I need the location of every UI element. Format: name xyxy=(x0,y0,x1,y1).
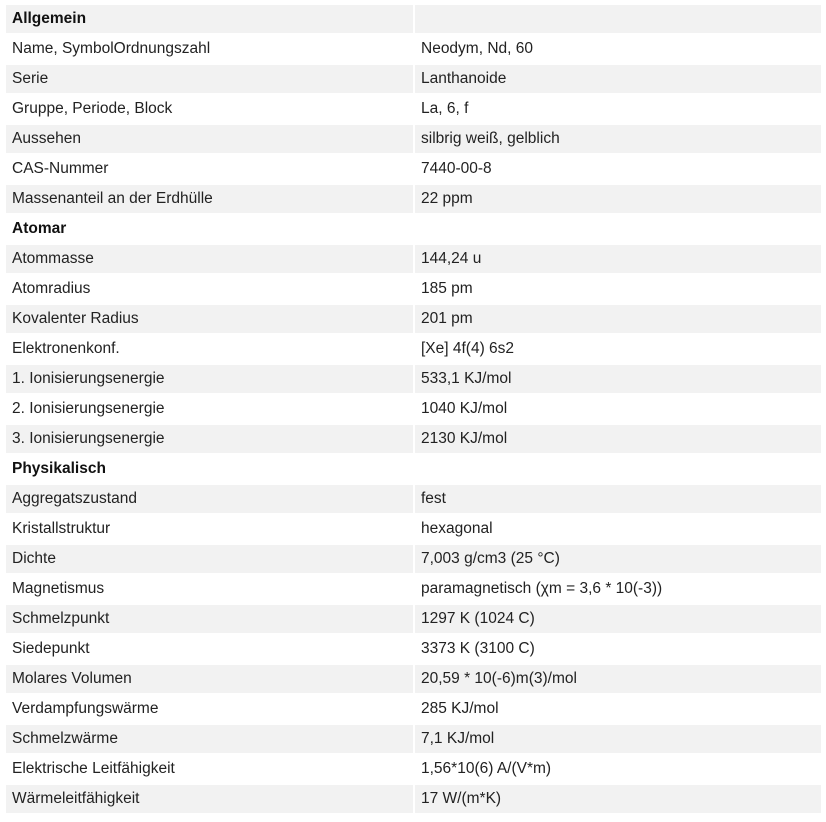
property-label: Magnetismus xyxy=(6,575,413,603)
property-value: 7,003 g/cm3 (25 °C) xyxy=(415,545,821,573)
table-row xyxy=(6,485,821,513)
section-title: Physikalisch xyxy=(6,455,413,483)
property-value: fest xyxy=(415,485,821,513)
table-row xyxy=(6,35,821,63)
property-label: Name, SymbolOrdnungszahl xyxy=(6,35,413,63)
property-label: Molares Volumen xyxy=(6,665,413,693)
table-row xyxy=(6,155,821,183)
property-label: 3. Ionisierungsenergie xyxy=(6,425,413,453)
property-value: 17 W/(m*K) xyxy=(415,785,821,813)
property-value: Lanthanoide xyxy=(415,65,821,93)
section-header-row xyxy=(6,5,821,33)
property-value: paramagnetisch (χm = 3,6 * 10(-3)) xyxy=(415,575,821,603)
table-row xyxy=(6,275,821,303)
property-value: [Xe] 4f(4) 6s2 xyxy=(415,335,821,363)
table-row xyxy=(6,305,821,333)
section-title: Allgemein xyxy=(6,5,413,33)
property-label: Kovalenter Radius xyxy=(6,305,413,333)
table-row xyxy=(6,125,821,153)
table-row xyxy=(6,755,821,783)
property-value: 20,59 * 10(-6)m(3)/mol xyxy=(415,665,821,693)
property-value xyxy=(415,455,821,483)
property-label: Serie xyxy=(6,65,413,93)
property-label: Dichte xyxy=(6,545,413,573)
property-label: Gruppe, Periode, Block xyxy=(6,95,413,123)
property-value: 185 pm xyxy=(415,275,821,303)
table-row xyxy=(6,395,821,423)
property-value: 533,1 KJ/mol xyxy=(415,365,821,393)
table-row xyxy=(6,365,821,393)
table-row xyxy=(6,575,821,603)
property-value: 2130 KJ/mol xyxy=(415,425,821,453)
property-label: Aggregatszustand xyxy=(6,485,413,513)
property-label: Elektronenkonf. xyxy=(6,335,413,363)
property-label: Kristallstruktur xyxy=(6,515,413,543)
table-row xyxy=(6,95,821,123)
property-label: Elektrische Leitfähigkeit xyxy=(6,755,413,783)
property-value: 7440-00-8 xyxy=(415,155,821,183)
table-row xyxy=(6,425,821,453)
property-label: Aussehen xyxy=(6,125,413,153)
section-header-row xyxy=(6,215,821,243)
property-label: Atomradius xyxy=(6,275,413,303)
property-value xyxy=(415,5,821,33)
property-label: Massenanteil an der Erdhülle xyxy=(6,185,413,213)
property-label: Verdampfungswärme xyxy=(6,695,413,723)
table-row xyxy=(6,785,821,813)
property-value xyxy=(415,215,821,243)
property-label: Siedepunkt xyxy=(6,635,413,663)
property-value: 22 ppm xyxy=(415,185,821,213)
property-value: 201 pm xyxy=(415,305,821,333)
property-value: hexagonal xyxy=(415,515,821,543)
table-row xyxy=(6,695,821,723)
table-row xyxy=(6,635,821,663)
property-value: 1297 K (1024 C) xyxy=(415,605,821,633)
table-row xyxy=(6,725,821,753)
property-value: 3373 K (3100 C) xyxy=(415,635,821,663)
table-row xyxy=(6,65,821,93)
table-row xyxy=(6,185,821,213)
property-label: CAS-Nummer xyxy=(6,155,413,183)
table-row xyxy=(6,515,821,543)
property-label: Wärmeleitfähigkeit xyxy=(6,785,413,813)
table-row xyxy=(6,665,821,693)
property-value: 1040 KJ/mol xyxy=(415,395,821,423)
table-row xyxy=(6,335,821,363)
property-label: Schmelzwärme xyxy=(6,725,413,753)
property-value: 144,24 u xyxy=(415,245,821,273)
section-title: Atomar xyxy=(6,215,413,243)
property-value: Neodym, Nd, 60 xyxy=(415,35,821,63)
property-value: 7,1 KJ/mol xyxy=(415,725,821,753)
table-row xyxy=(6,245,821,273)
table-row xyxy=(6,545,821,573)
property-value: La, 6, f xyxy=(415,95,821,123)
property-label: Schmelzpunkt xyxy=(6,605,413,633)
property-label: 1. Ionisierungsenergie xyxy=(6,365,413,393)
property-value: silbrig weiß, gelblich xyxy=(415,125,821,153)
section-header-row xyxy=(6,455,821,483)
property-label: 2. Ionisierungsenergie xyxy=(6,395,413,423)
property-value: 285 KJ/mol xyxy=(415,695,821,723)
property-value: 1,56*10(6) A/(V*m) xyxy=(415,755,821,783)
element-properties-table xyxy=(6,5,821,815)
table-row xyxy=(6,605,821,633)
property-label: Atommasse xyxy=(6,245,413,273)
